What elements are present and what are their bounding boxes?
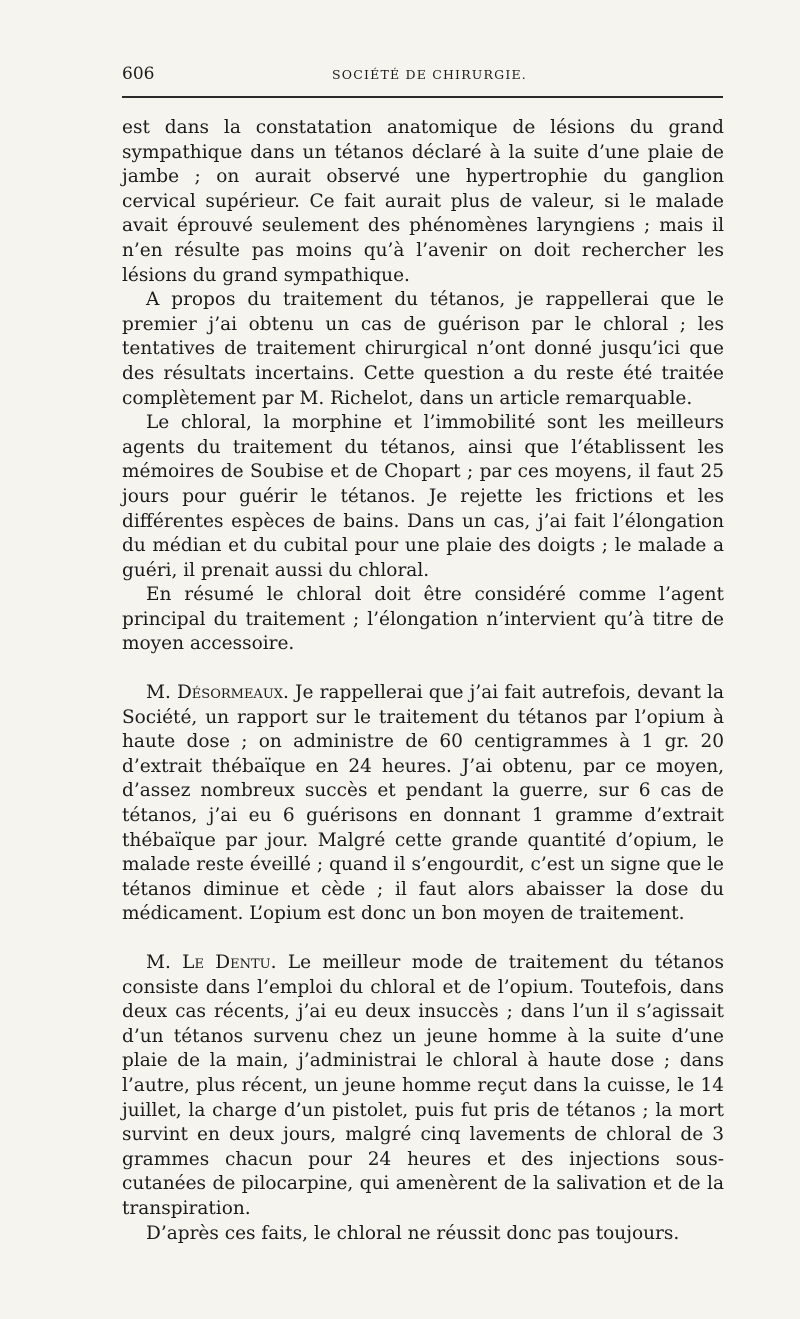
body-text — [122, 116, 724, 1246]
paragraph-best-agents: Le chloral, la morphine et l’immobilité sont les meilleurs agents du traitement du tétanos, ainsi que l’établissent les mémoires de Soubise et de Chopart ; par ces moyens, il faut 25 jours pour guérir le tétanos. Je rejette les frictions et les différentes espèces de bains. Dans un cas, j’ai fait l’élongation du médian et du cubital pour une plaie des doigts ; le malade a guéri, il prenait aussi du chloral. — [122, 412, 724, 581]
paragraph-le-dentu — [122, 951, 724, 1222]
speaker-name: M. Le Dentu. — [146, 952, 277, 973]
paragraph-continuation: est dans la constatation anatomique de lésions du grand sympathique dans un tétanos déclaré à la suite d’une plaie de jambe ; on aurait observé une hypertrophie du ganglion cervical supérieur. Ce fait aurait plus de valeur, si le malade avait éprouvé seulement des phénomènes laryngiens ; mais il n’en résulte pas moins qu’à l’avenir on doit rechercher les lésions du grand sympathique. — [122, 117, 724, 286]
running-title: SOCIÉTÉ DE CHIRURGIE. — [332, 67, 527, 82]
page-header — [122, 64, 722, 88]
paragraph-summary: En résumé le chloral doit être considéré comme l’agent principal du traitement ; l’élongation n’intervient qu’à titre de moyen accessoire. — [122, 584, 724, 655]
page-number: 606 — [122, 64, 155, 84]
paragraph-conclusion: D’après ces faits, le chloral ne réussit donc pas toujours. — [146, 1222, 680, 1244]
speaker-remarks: Je rappellerai que j’ai fait autrefois, devant la Société, un rapport sur le traitement du tétanos par l’opium à haute dose ; on administre de 60 centigrammes à 1 gr. 20 d’extrait thébaïque en 24 heures. J’ai obtenu, par ce moyen, d’assez nombreux succès et pendant la guerre, sur 6 cas de tétanos, j’ai eu 6 guérisons en donnant 1 gramme d’extrait thébaïque par jour. Malgré cette grande quantité d’opium, le malade reste éveillé ; quand il s’engourdit, c’est un signe que le tétanos diminue et cède ; il faut alors abaisser la dose du médicament. L’opium est donc un bon moyen de traitement. — [122, 682, 724, 925]
paragraph-chloral-history: A propos du traitement du tétanos, je rappellerai que le premier j’ai obtenu un cas de guérison par le chloral ; les tentatives de traitement chirurgical n’ont donné jusqu’ici que des résultats incertains. Cette question a du reste été traitée complètement par M. Richelot, dans un article remarquable. — [122, 289, 724, 409]
speaker-name: M. Désormeaux. — [146, 682, 289, 704]
header-rule — [122, 96, 723, 98]
speaker-remarks: Le meilleur mode de traitement du tétanos consiste dans l’emploi du chloral et de l’opium. Toutefois, dans deux cas récents, j’ai eu deux insuccès ; dans l’un il s’agissait d’un tétanos survenu chez un jeune homme à la suite d’une plaie de la main, j’administrai le chloral à haute dose ; dans l’autre, plus récent, un jeune homme reçut dans la cuisse, le 14 juillet, la charge d’un pistolet, puis fut pris de tétanos ; la mort survint en deux jours, malgré cinq lavements de chloral de 3 grammes chacun pour 24 heures et des injections sous-cutanées de pilocarpine, qui amenèrent de la salivation et de la transpiration. — [122, 952, 724, 1219]
paragraph-desormeaux — [122, 681, 724, 927]
